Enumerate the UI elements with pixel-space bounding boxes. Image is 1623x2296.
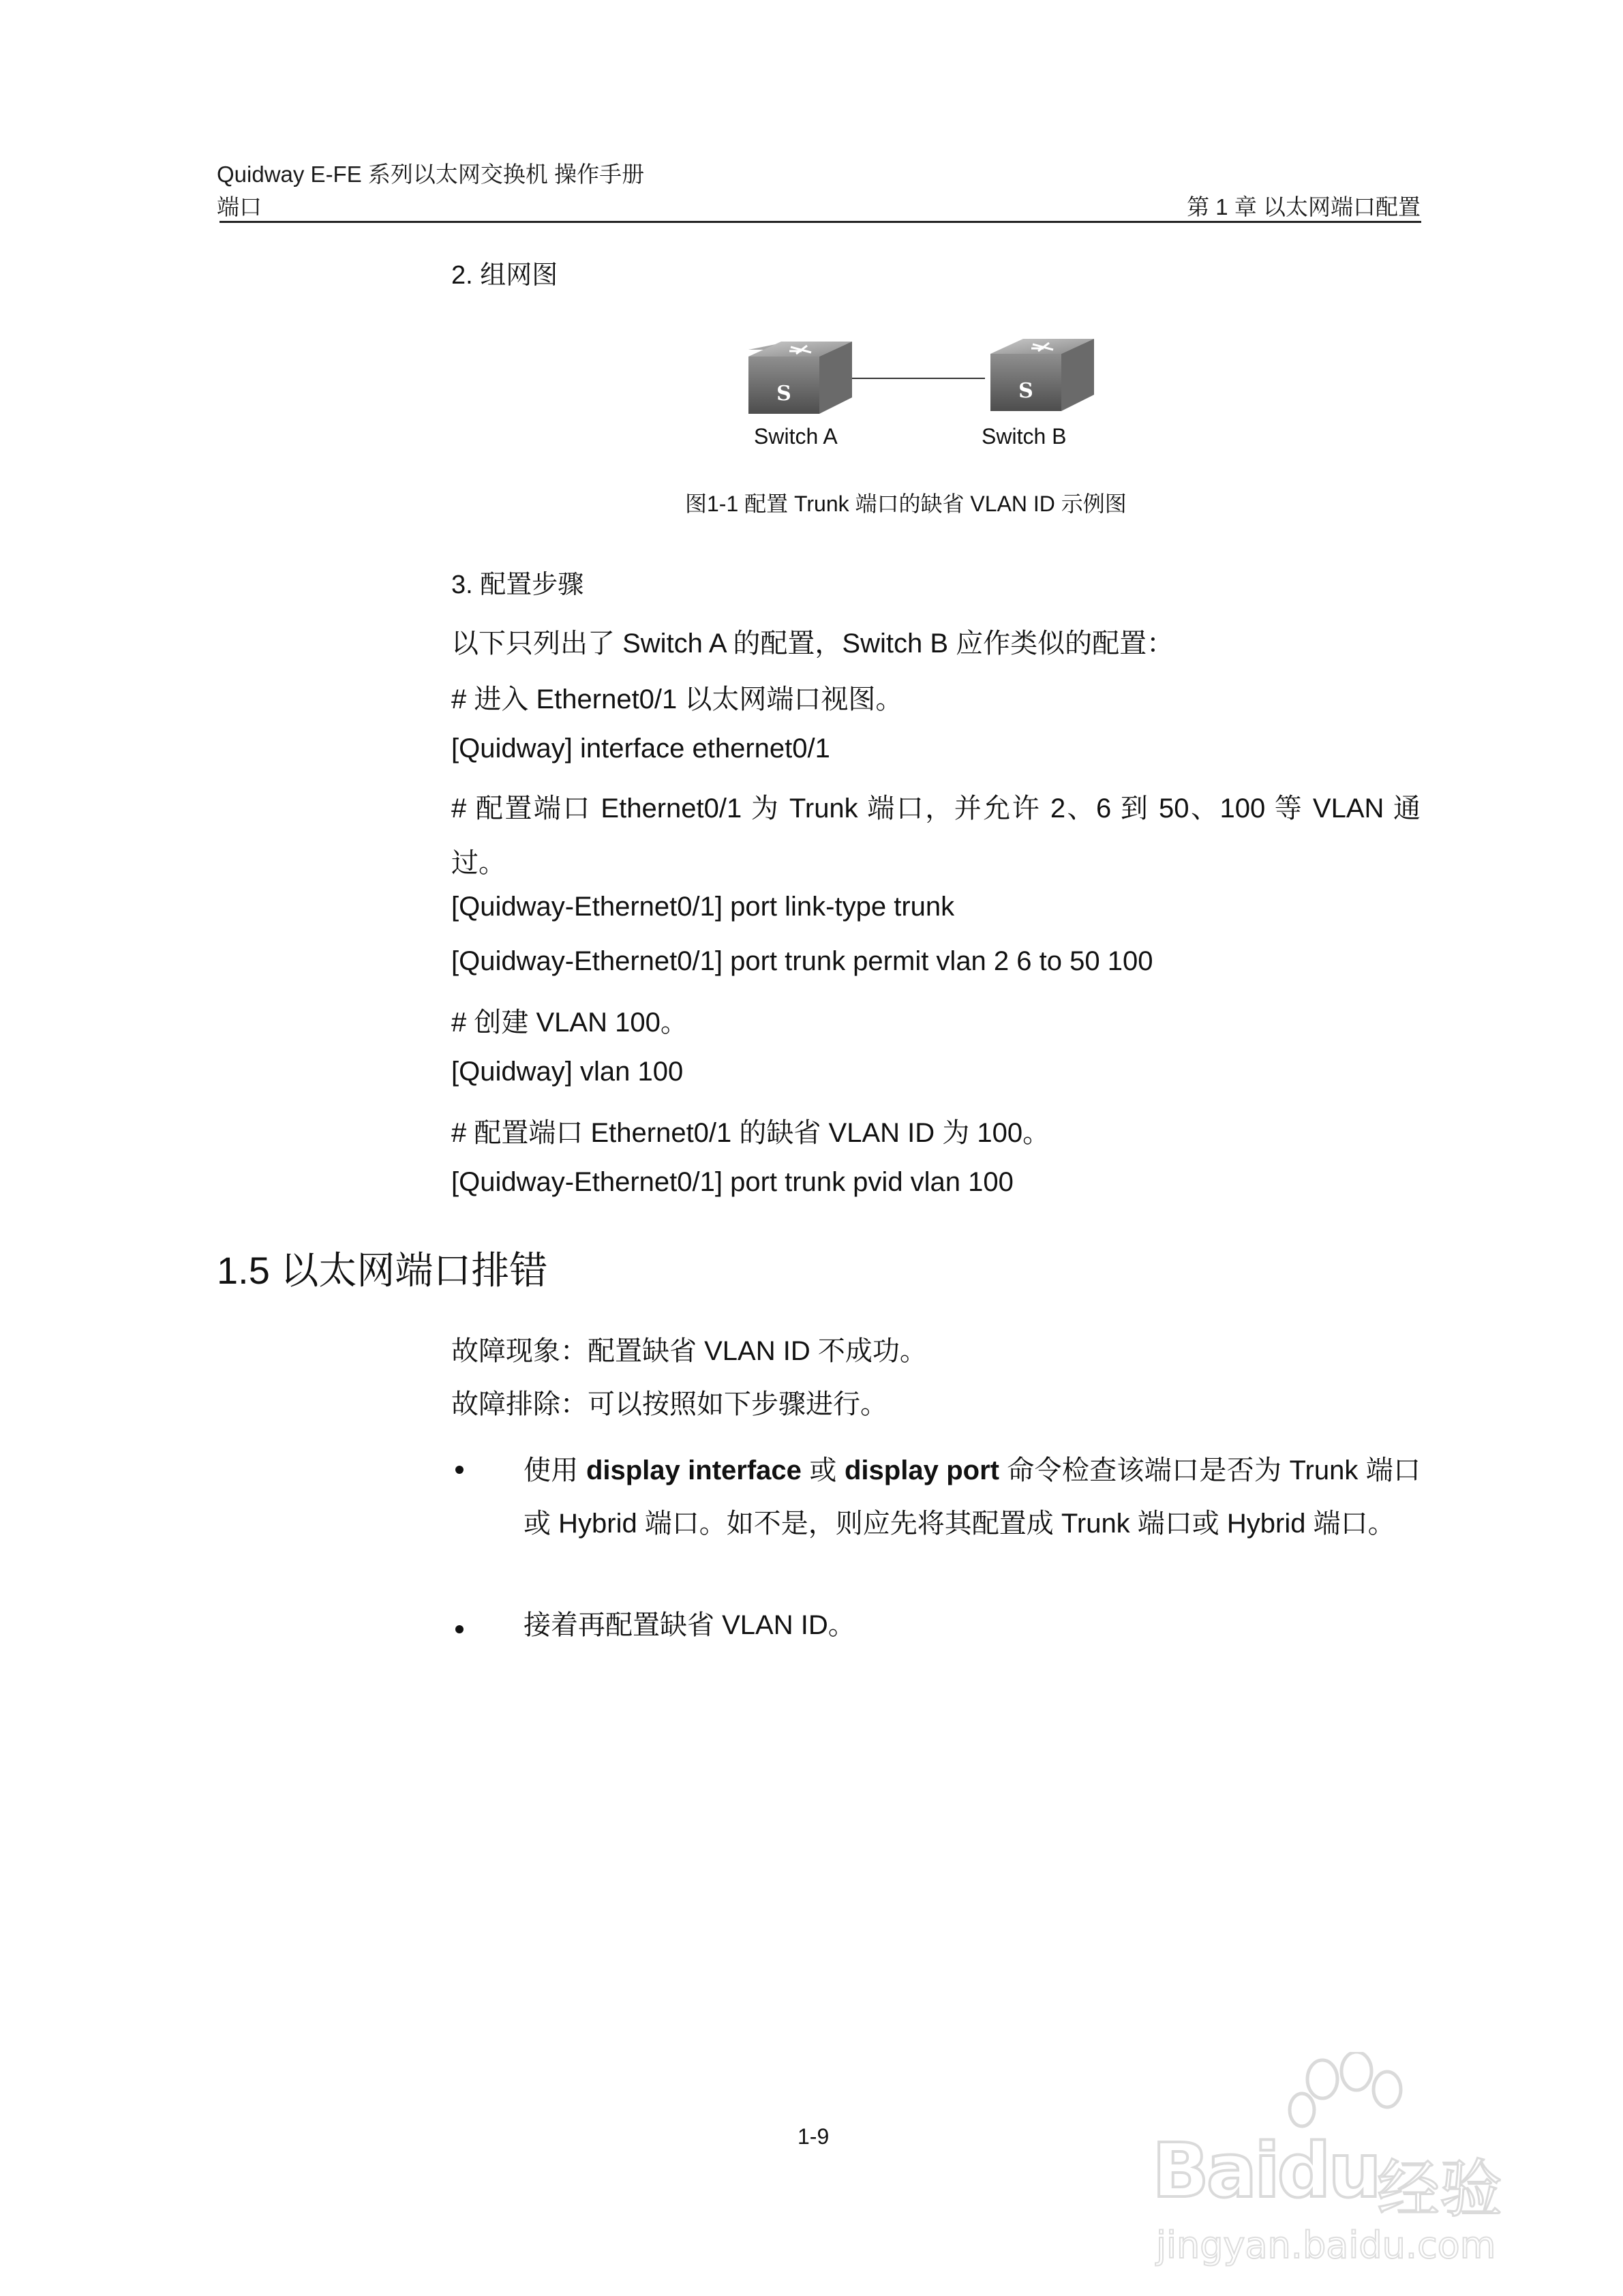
svg-text:S: S (1018, 379, 1033, 403)
command-display-port: display port (845, 1455, 999, 1485)
section-heading: 1.5 以太网端口排错 (217, 1249, 548, 1292)
manual-title: Quidway E-FE 系列以太网交换机 操作手册 (217, 162, 645, 187)
command-vlan: [Quidway] vlan 100 (451, 1057, 684, 1087)
switch-a-label: Switch A (754, 424, 838, 449)
page-number: 1-9 (798, 2124, 830, 2149)
chapter-title: 第 1 章 以太网端口配置 (1187, 194, 1421, 220)
bullet-item-check-port: 使用 display interface 或 display port 命令检查该端口是否为 Trunk 端口或 Hybrid 端口。如不是，则应先将其配置成 Trunk 端口或 Hybrid 端口。 (524, 1455, 1421, 1539)
switch-b-label: Switch B (982, 424, 1067, 449)
figure-caption: 图1-1 配置 Trunk 端口的缺省 VLAN ID 示例图 (685, 492, 1127, 516)
command-interface: [Quidway] interface ethernet0/1 (451, 734, 830, 764)
fault-symptom: 故障现象：配置缺省 VLAN ID 不成功。 (451, 1336, 927, 1366)
command-permit-vlan: [Quidway-Ethernet0/1] port trunk permit vlan 2 6 to 50 100 (451, 946, 1153, 976)
bullet-dot (455, 1466, 464, 1474)
step3-heading: 3. 配置步骤 (451, 571, 584, 599)
intro-text: 以下只列出了 Switch A 的配置，Switch B 应作类似的配置： (451, 629, 1174, 659)
bullet-dot (455, 1625, 464, 1633)
command-pvid: [Quidway-Ethernet0/1] port trunk pvid vlan 100 (451, 1167, 1014, 1197)
step2-heading: 2. 组网图 (451, 261, 558, 290)
svg-text:S: S (776, 382, 791, 406)
switch-a-icon (748, 342, 852, 414)
comment-trunk-port: # 配置端口 Ethernet0/1 为 Trunk 端口，并允许 2、6 到 50、100 等 VLAN 通过。 (451, 794, 1421, 878)
comment-create-vlan: # 创建 VLAN 100。 (451, 1008, 688, 1038)
baidu-jingyan-watermark: Baidu 经验 jingyan.baidu.com (1152, 2052, 1534, 2277)
command-display-interface: display interface (586, 1455, 802, 1485)
bullet-item-configure-pvid: 接着再配置缺省 VLAN ID。 (524, 1610, 855, 1640)
section-name: 端口 (217, 194, 262, 220)
switch-b-icon (990, 339, 1094, 411)
comment-enter-view: # 进入 Ethernet0/1 以太网端口视图。 (451, 684, 903, 714)
fault-fix: 故障排除：可以按照如下步骤进行。 (451, 1389, 888, 1419)
command-link-type: [Quidway-Ethernet0/1] port link-type trunk (451, 892, 955, 922)
comment-pvid: # 配置端口 Ethernet0/1 的缺省 VLAN ID 为 100。 (451, 1118, 1050, 1148)
header-rule (219, 221, 1421, 223)
